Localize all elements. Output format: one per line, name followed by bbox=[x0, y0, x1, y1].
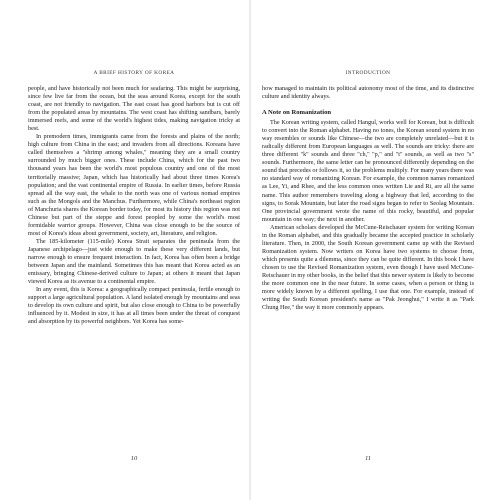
left-body-text bbox=[28, 85, 240, 326]
book-gutter bbox=[249, 0, 251, 500]
right-body-text bbox=[262, 85, 474, 312]
right-paragraph-1: The Korean writing system, called Hangul, works well for Korean, but is difficult to convert into the Roman alphabet. Having no tones, the Korean sound system in no way resembles or sounds like Chinese—the two are completely unrelated—but it is radically different from European languages as well. The sounds are tricky: there are three different "k" sounds and three "ch," "p," and "t" sounds, as well as two "s" sounds. Furthermore, the same letter can be pronounced differently depending on the sound that precedes or follows it, so the problems multiply. For many years there was no standard way of romanizing Korean. For example, the common names romanized as Lee, Yi, and Rhee, and the less common ones written Lie and Ri, are all the same name. This author remembers traveling along a highway that led, according to the signs, to Sorak Mountain, but later the road signs began to refer to Seolag Mountain. One provincial government wrote the name of this rocky, beautiful, and popular mountain in one way; the next in another. bbox=[262, 119, 474, 223]
left-running-head: A BRIEF HISTORY OF KOREA bbox=[93, 70, 175, 76]
left-paragraph-4: In any event, this is Korea: a geographically compact peninsula, fertile enough to support a large agricultural population. A land isolated enough by mountains and seas to develop its own culture and spirit, but also close enough to China to be powerfully influenced by it. Modest in size, it has at all times been under the threat of conquest and absorption by its powerful neighbors. Yet Korea has some- bbox=[28, 286, 240, 326]
left-paragraph-1: people, and have historically not been much for seafaring. This might be surprising, since few live far from the ocean, but the seas around Korea, except for the south coast, are not friendly to navigation. The east coast has good harbors but is cut off from the populated areas by mountains. The west coast has shifting sandbars, barely immersed reefs, and some of the world's highest tides, making navigation tricky at best. bbox=[28, 85, 240, 133]
left-paragraph-2: In premodern times, immigrants came from the forests and plains of the north; high culture from China in the east; and invaders from all directions. Koreans have called themselves a "shrimp among whales," meaning they are a small country surrounded by much bigger ones. These include China, which for the past two thousand years has been the world's most populous country and one of the most territorially massive; Japan, which has historically had about three times Korea's population; and the vast continental empire of Russia. In earlier times, before Russia spread all the way east, the whale to the north was one of various nomad empires such as the Mongols and the Manchus. Furthermore, while China's northeast region of Manchuria shares the Korean border today, for most its history this region was not Chinese but part of the steppe and forest peopled by some the world's most formidable warrior groups. However, China was close enough to be the source of most of Korea's ideas about government, society, art, literature, and religion. bbox=[28, 133, 240, 237]
right-page bbox=[262, 70, 474, 460]
left-page bbox=[28, 70, 240, 460]
left-page-number: 10 bbox=[130, 455, 138, 462]
left-paragraph-3: The 185-kilometer (115-mile) Korea Strait separates the peninsula from the Japanese archipelago—just wide enough to make these very different lands, but narrow enough to ensure frequent interaction. In fact, Korea has often been a bridge between Japan and the mainland. Sometimes this has meant that Korea acted as an emissary, bringing Chinese-derived culture to Japan; at others it meant that Japan viewed Korea as its avenue to a continental empire. bbox=[28, 237, 240, 286]
right-intro-paragraph: how managed to maintain its political autonomy most of the time, and its distinctive culture and identity always. bbox=[262, 85, 474, 101]
right-page-number: 11 bbox=[364, 455, 372, 462]
right-paragraph-2: American scholars developed the McCune-Reischauer system for writing Korean in the Roman alphabet, and this gradually became the accepted practice in scholarly literature. Then, in 2000, the South Korean government came up with the Revised Romanization system. Now writers on Korea have two systems to choose from, which presents quite a dilemma, since they can be quite different. In this book I have chosen to use the Revised Romanization system, even though I have used McCune-Reischauer in my other books, in the belief that this newer system is likely to become the more common one in the near future. In some cases, when a person or thing is more widely known by a different spelling, I use that one. For example, instead of writing the South Korean president's name as "Pak Jeonghui," I write it as "Park Chung Hee," the way it more commonly appears. bbox=[262, 223, 474, 312]
right-running-head: INTRODUCTION bbox=[345, 70, 391, 76]
section-heading: A Note on Romanization bbox=[262, 109, 332, 117]
